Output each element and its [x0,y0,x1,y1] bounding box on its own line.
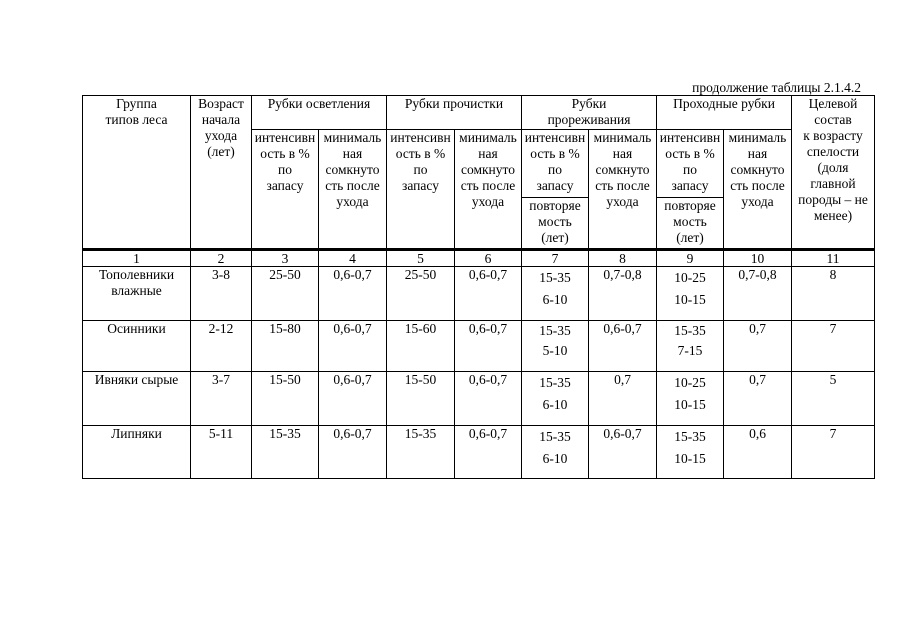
forest-care-table [82,95,875,479]
cell-osv-intensity: 25-50 [252,267,319,321]
cell-pro-min: 0,6-0,7 [455,426,522,479]
header-target: Целевой состав к возрасту спелости (доля главной породы – не менее) [792,96,875,250]
cell-osv-intensity: 15-50 [252,372,319,426]
cell-ph-values: 10-25 10-15 [657,372,724,426]
table-row [83,426,875,479]
cell-ph-min: 0,6 [724,426,792,479]
cell-osv-intensity: 15-80 [252,321,319,372]
cell-ph-min: 0,7 [724,372,792,426]
col-number: 9 [657,250,724,267]
col-number: 10 [724,250,792,267]
header-osv-intensity: интенсивн ость в % по запасу [252,130,319,250]
cell-ph-min: 0,7 [724,321,792,372]
col-number: 1 [83,250,191,267]
cell-target: 5 [792,372,875,426]
cell-osv-min: 0,6-0,7 [319,426,387,479]
cell-age: 2-12 [191,321,252,372]
cell-target: 7 [792,321,875,372]
cell-pro-min: 0,6-0,7 [455,372,522,426]
cell-ph-values: 15-35 7-15 [657,321,724,372]
col-number: 11 [792,250,875,267]
col-number: 5 [387,250,455,267]
cell-pro-intensity: 25-50 [387,267,455,321]
col-number: 3 [252,250,319,267]
table-row [83,267,875,321]
cell-prz-min: 0,7-0,8 [589,267,657,321]
header-prz-intensity: интенсивн ость в % по запасу [522,130,589,198]
col-number: 7 [522,250,589,267]
cell-osv-min: 0,6-0,7 [319,267,387,321]
col-number: 6 [455,250,522,267]
cell-group: Ивняки сырые [83,372,191,426]
cell-prz-values: 15-35 6-10 [522,426,589,479]
cell-ph-values: 10-25 10-15 [657,267,724,321]
cell-pro-min: 0,6-0,7 [455,321,522,372]
table-row [83,372,875,426]
cell-age: 3-7 [191,372,252,426]
col-number: 2 [191,250,252,267]
header-prohodnye: Проходные рубки [657,96,792,130]
cell-target: 7 [792,426,875,479]
header-group: Группа типов леса [83,96,191,250]
header-prorezhivaniya: Рубки прореживания [522,96,657,130]
cell-ph-min: 0,7-0,8 [724,267,792,321]
cell-prz-values: 15-35 6-10 [522,372,589,426]
cell-pro-intensity: 15-60 [387,321,455,372]
cell-prz-min: 0,6-0,7 [589,426,657,479]
header-prochistki: Рубки прочистки [387,96,522,130]
col-number: 4 [319,250,387,267]
cell-prz-values: 15-35 6-10 [522,267,589,321]
header-osvetleniya: Рубки осветления [252,96,387,130]
cell-age: 5-11 [191,426,252,479]
cell-prz-values: 15-35 5-10 [522,321,589,372]
cell-target: 8 [792,267,875,321]
header-ph-repeat: повторяе мость (лет) [657,198,724,250]
header-row-groups [83,96,875,130]
cell-age: 3-8 [191,267,252,321]
header-osv-min-density: минималь ная сомкнуто сть после ухода [319,130,387,250]
cell-prz-min: 0,6-0,7 [589,321,657,372]
cell-osv-intensity: 15-35 [252,426,319,479]
col-number: 8 [589,250,657,267]
column-number-row [83,250,875,267]
header-start-age: Возраст начала ухода (лет) [191,96,252,250]
header-prz-repeat: повторяе мость (лет) [522,198,589,250]
cell-pro-min: 0,6-0,7 [455,267,522,321]
cell-pro-intensity: 15-50 [387,372,455,426]
header-ph-intensity: интенсивн ость в % по запасу [657,130,724,198]
cell-group: Осинники [83,321,191,372]
cell-pro-intensity: 15-35 [387,426,455,479]
header-pro-intensity: интенсивн ость в % по запасу [387,130,455,250]
cell-osv-min: 0,6-0,7 [319,372,387,426]
header-pro-min-density: минималь ная сомкнуто сть после ухода [455,130,522,250]
table-row [83,321,875,372]
cell-group: Липняки [83,426,191,479]
cell-group: Тополевники влажные [83,267,191,321]
table-caption: продолжение таблицы 2.1.4.2 [692,80,861,95]
cell-ph-values: 15-35 10-15 [657,426,724,479]
cell-osv-min: 0,6-0,7 [319,321,387,372]
header-ph-min-density: минималь ная сомкнуто сть после ухода [724,130,792,250]
header-prz-min-density: минималь ная сомкнуто сть после ухода [589,130,657,250]
cell-prz-min: 0,7 [589,372,657,426]
